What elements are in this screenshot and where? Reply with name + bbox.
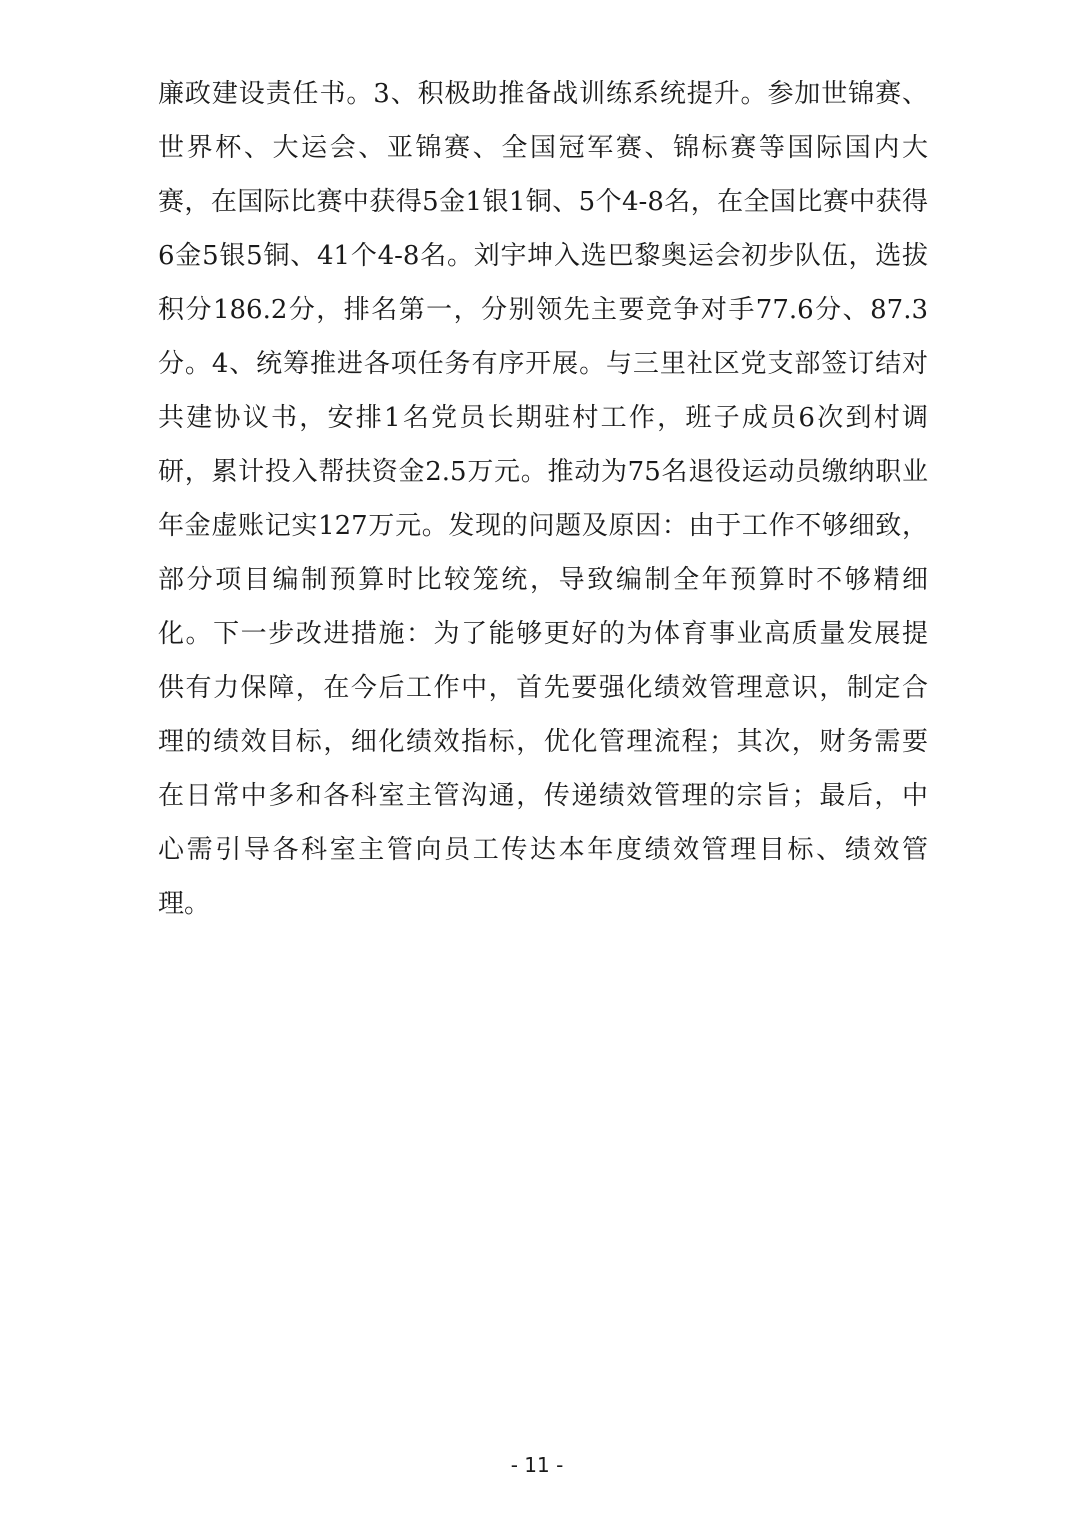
text-line: 心需引导各科室主管向员工传达本年度绩效管理目标、绩效管 (158, 835, 928, 865)
text-line: 部分项目编制预算时比较笼统，导致编制全年预算时不够精细 (158, 565, 928, 595)
text-line: 研，累计投入帮扶资金2.5万元。推动为75名退役运动员缴纳职业 (158, 457, 928, 487)
text-line: 理的绩效目标，细化绩效指标，优化管理流程；其次，财务需要 (158, 727, 928, 757)
text-line: 分。4、统筹推进各项任务有序开展。与三里社区党支部签订结对 (158, 349, 928, 379)
text-line: 赛，在国际比赛中获得5金1银1铜、5个4-8名，在全国比赛中获得 (158, 187, 928, 217)
text-line: 在日常中多和各科室主管沟通，传递绩效管理的宗旨；最后，中 (158, 781, 928, 811)
body-paragraph (158, 67, 928, 931)
text-line: 供有力保障，在今后工作中，首先要强化绩效管理意识，制定合 (158, 673, 928, 703)
text-line: 6金5银5铜、41个4-8名。刘宇坤入选巴黎奥运会初步队伍，选拔 (158, 241, 928, 271)
text-line: 年金虚账记实127万元。发现的问题及原因：由于工作不够细致， (158, 511, 928, 541)
text-line-last: 理。 (158, 889, 211, 919)
text-line: 世界杯、大运会、亚锦赛、全国冠军赛、锦标赛等国际国内大 (158, 133, 928, 163)
text-line: 共建协议书，安排1名党员长期驻村工作，班子成员6次到村调 (158, 403, 928, 433)
text-line: 廉政建设责任书。3、积极助推备战训练系统提升。参加世锦赛、 (158, 79, 928, 109)
text-line: 积分186.2分，排名第一，分别领先主要竞争对手77.6分、87.3 (158, 295, 928, 325)
text-line: 化。下一步改进措施：为了能够更好的为体育事业高质量发展提 (158, 619, 928, 649)
page-number: - 11 - (510, 1453, 564, 1477)
